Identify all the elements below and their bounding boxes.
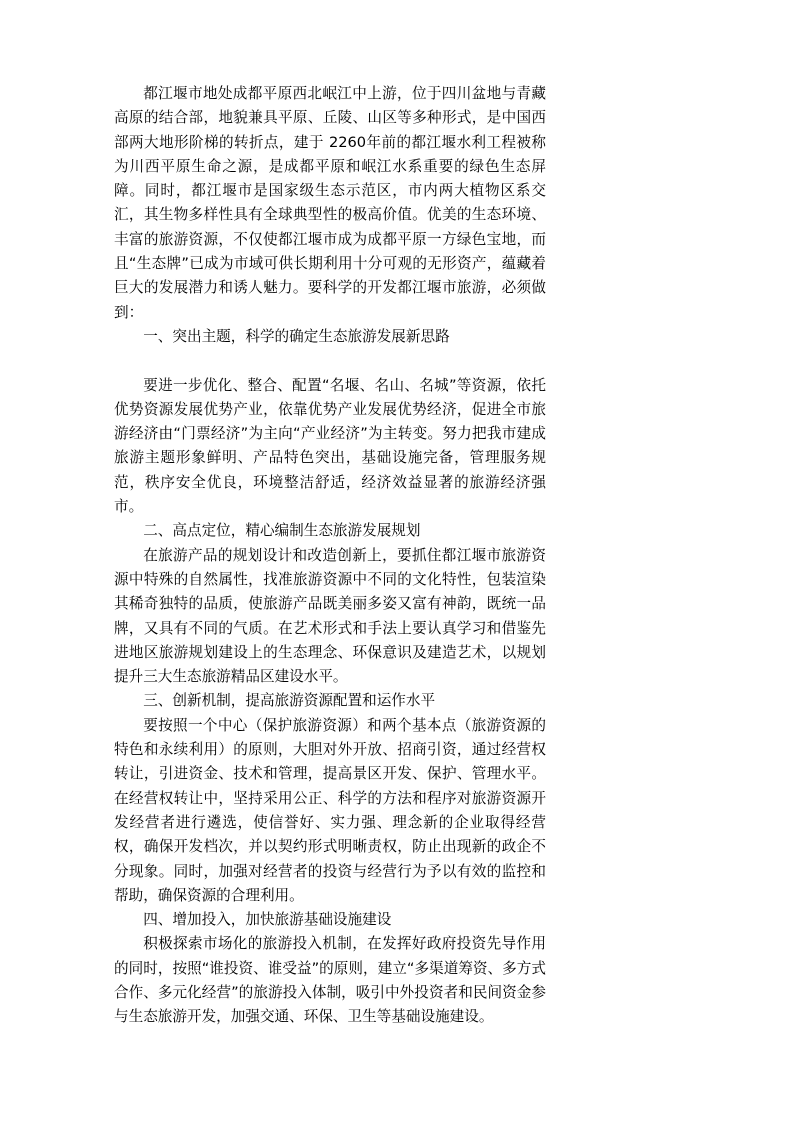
section-2-body: 在旅游产品的规划设计和改造创新上，要抓住都江堰市旅游资源中特殊的自然属性，找准旅游资源中不同的文化特性，包装渲染其稀奇独特的品质，使旅游产品既美丽多姿又富有神韵，既统一品牌，又具有不同的气质。在艺术形式和手法上要认真学习和借鉴先进地区旅游规划建设上的生态理念、环保意识及建造艺术，以规划提升三大生态旅游精品区建设水平。: [114, 546, 546, 686]
section-4-heading: 四、增加投入，加快旅游基础设施建设: [143, 911, 392, 929]
intro-paragraph: 都江堰市地处成都平原西北岷江中上游，位于四川盆地与青藏高原的结合部，地貌兼具平原、丘陵、山区等多种形式，是中国西部两大地形阶梯的转折点，建于 2260年前的都江堰水利工程被称为川西平原生命之源，是成都平原和岷江水系重要的绿色生态屏障。同时，都江堰市是国家级生态示范区，市内两大植物区系交汇，其生物多样性具有全球典型性的极高价值。优美的生态环境、丰富的旅游资源，不仅使都江堰市成为成都平原一方绿色宝地，而且“生态牌”已成为市域可供长期利用十分可观的无形资产，蕴藏着巨大的发展潜力和诱人魅力。要科学的开发都江堰市旅游，必须做到：: [114, 85, 546, 321]
section-1-heading: 一、突出主题，科学的确定生态旅游发展新思路: [143, 327, 450, 345]
blank-line: [114, 349, 546, 373]
section-3-body: 要按照一个中心（保护旅游资源）和两个基本点（旅游资源的特色和永续利用）的原则，大胆对外开放、招商引资，通过经营权转让，引进资金、技术和管理，提高景区开发、保护、管理水平。在经营权转让中，坚持采用公正、科学的方法和程序对旅游资源开发经营者进行遴选，使信誉好、实力强、理念新的企业取得经营权，确保开发档次，并以契约形式明晰责权，防止出现新的政企不分现象。同时，加强对经营者的投资与经营行为予以有效的监控和帮助，确保资源的合理利用。: [114, 716, 546, 904]
section-4-body: 积极探索市场化的旅游投入机制，在发挥好政府投资先导作用的同时，按照“谁投资、谁受益”的原则，建立“多渠道筹资、多方式合作、多元化经营”的旅游投入体制，吸引中外投资者和民间资金参与生态旅游开发，加强交通、环保、卫生等基础设施建设。: [114, 935, 546, 1026]
section-1-body: 要进一步优化、整合、配置“名堰、名山、名城”等资源，依托优势资源发展优势产业，依靠优势产业发展优势经济，促进全市旅游经济由“门票经济”为主向“产业经济”为主转变。努力把我市建成旅游主题形象鲜明、产品特色突出，基础设施完备，管理服务规范，秩序安全优良，环境整洁舒适，经济效益显著的旅游经济强市。: [114, 376, 546, 516]
section-2-heading: 二、高点定位，精心编制生态旅游发展规划: [143, 522, 421, 540]
section-3-heading: 三、创新机制，提高旅游资源配置和运作水平: [143, 692, 436, 710]
document-page: [114, 82, 546, 1030]
